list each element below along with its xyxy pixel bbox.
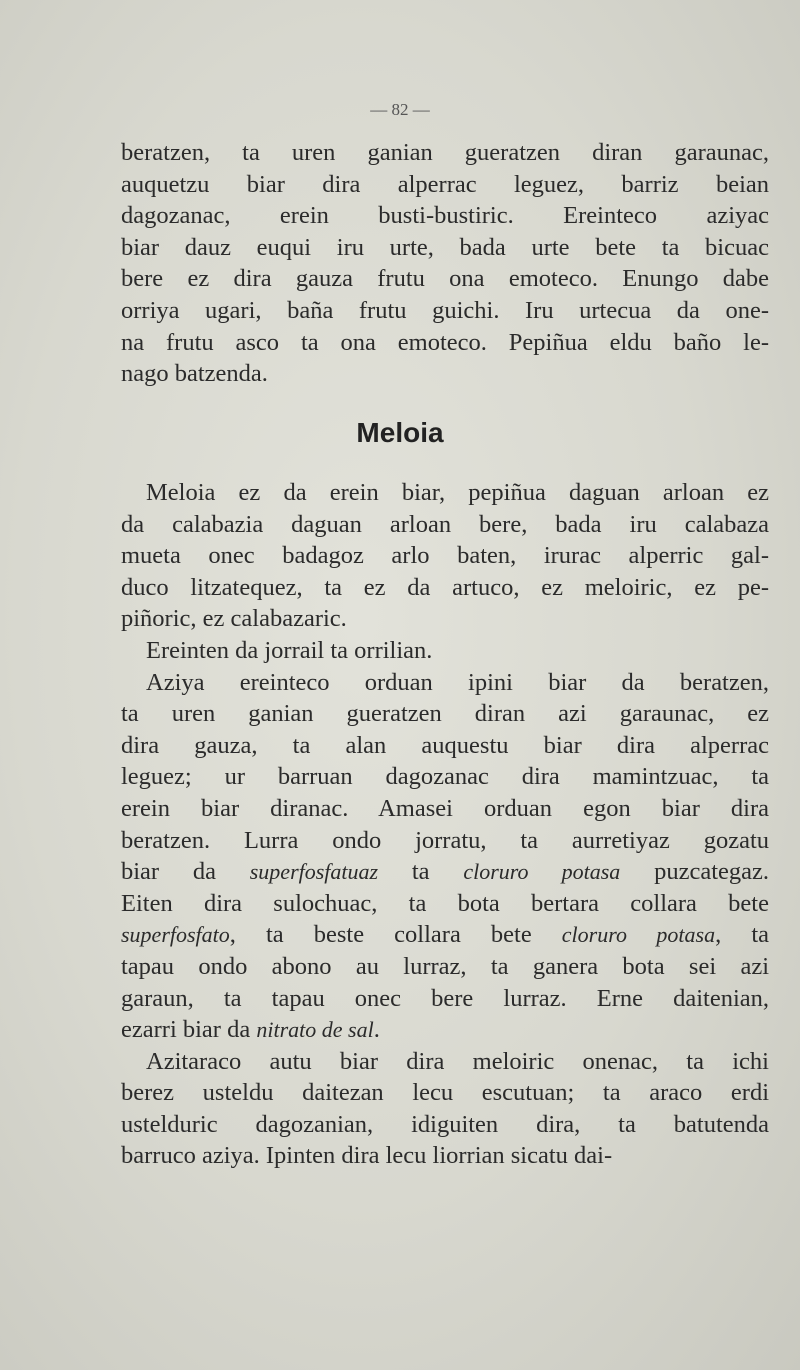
text-line	[121, 200, 769, 232]
section-heading: Meloia	[356, 417, 444, 448]
text-segment: bere ez dira gauza frutu ona emoteco. Enungo dabe	[121, 265, 769, 293]
text-line	[121, 1077, 769, 1109]
text-segment: .	[373, 1016, 380, 1044]
text-segment: piñoric, ez calabazaric.	[121, 605, 347, 633]
text-line	[121, 1109, 769, 1141]
text-line	[121, 572, 769, 604]
text-segment: beratzen, ta uren ganian gueratzen diran garaunac,	[121, 139, 769, 166]
paragraph	[121, 137, 769, 390]
paragraph	[121, 667, 769, 1046]
text-segment: garaun, ta tapau onec bere lurraz. Erne daitenian,	[121, 984, 769, 1012]
italic-term: superfosfatuaz	[249, 859, 379, 885]
text-segment: beratzen. Lurra ondo jorratu, ta aurretiyaz gozatu	[121, 826, 769, 854]
text-segment: duco litzatequez, ta ez da artuco, ez meloiric, ez pe-	[121, 573, 769, 601]
text-segment: biar da	[121, 858, 250, 886]
text-line	[121, 667, 769, 699]
text-segment: barruco aziya. Ipinten dira lecu liorrian sicatu dai-	[121, 1142, 613, 1170]
text-segment: nago batzenda.	[121, 360, 268, 388]
text-segment: erein biar diranac. Amasei orduan egon biar dira	[121, 794, 769, 822]
text-line	[121, 919, 769, 951]
text-line	[121, 1046, 769, 1078]
text-line	[121, 730, 769, 762]
text-line	[121, 983, 769, 1015]
text-segment: Eiten dira sulochuac, ta bota bertara collara bete	[121, 889, 769, 917]
text-segment: Meloia ez da erein biar, pepiñua daguan arloan ez	[146, 479, 769, 506]
text-line	[121, 1140, 769, 1172]
text-line	[121, 477, 769, 509]
text-line	[121, 603, 769, 635]
text-line	[121, 169, 769, 201]
text-line	[121, 793, 769, 825]
text-segment: Azitaraco autu biar dira meloiric onenac, ta ichi	[146, 1047, 769, 1075]
text-segment: leguez; ur barruan dagozanac dira mamintzuac, ta	[121, 763, 769, 791]
text-segment: na frutu asco ta ona emoteco. Pepiñua eldu baño le-	[121, 328, 769, 356]
italic-term: superfosfato	[121, 922, 230, 948]
italic-term: cloruro potasa	[463, 859, 621, 885]
text-line	[121, 263, 769, 295]
text-line	[121, 825, 769, 857]
text-line	[121, 761, 769, 793]
text-line	[121, 232, 769, 264]
text-segment: dira gauza, ta alan auquestu biar dira alperrac	[121, 731, 769, 759]
text-segment: Aziya ereinteco orduan ipini biar da beratzen,	[146, 668, 769, 696]
text-segment: ta	[378, 858, 464, 886]
text-line	[121, 327, 769, 359]
text-segment: , ta	[715, 921, 769, 949]
text-segment: da calabazia daguan arloan bere, bada iru calabaza	[121, 510, 769, 538]
text-line	[121, 698, 769, 730]
text-line	[121, 540, 769, 572]
text-line	[121, 295, 769, 327]
text-block-top	[121, 137, 769, 390]
text-segment: ta uren ganian gueratzen diran azi garaunac, ez	[121, 700, 769, 728]
text-block-meloia	[121, 477, 769, 1172]
text-segment: berez usteldu daitezan lecu escutuan; ta araco erdi	[121, 1079, 769, 1107]
text-segment: dagozanac, erein busti-bustiric. Ereinteco aziyac	[121, 202, 769, 230]
text-segment: , ta beste collara bete	[229, 921, 562, 949]
text-line	[121, 635, 769, 667]
text-line	[121, 951, 769, 983]
paragraph	[121, 635, 769, 667]
text-segment: puzcategaz.	[620, 858, 770, 886]
text-segment: Ereinten da jorrail ta orrilian.	[146, 636, 433, 664]
italic-term: cloruro potasa	[561, 922, 716, 948]
text-line	[121, 137, 769, 169]
text-segment: orriya ugari, baña frutu guichi. Iru urtecua da one-	[121, 296, 769, 324]
text-segment: ustelduric dagozanian, idiguiten dira, ta batutenda	[121, 1110, 769, 1138]
italic-term: nitrato de sal	[256, 1017, 374, 1043]
text-segment: tapau ondo abono au lurraz, ta ganera bota sei azi	[121, 952, 769, 980]
text-segment: auquetzu biar dira alperrac leguez, barriz beian	[121, 170, 769, 198]
text-segment: ezarri biar da	[121, 1016, 257, 1044]
text-line	[121, 856, 769, 888]
text-line	[121, 1014, 769, 1046]
text-line	[121, 509, 769, 541]
text-line	[121, 888, 769, 920]
page-number: — 82 —	[370, 100, 430, 119]
text-line	[121, 358, 769, 390]
text-segment: biar dauz euqui iru urte, bada urte bete ta bicuac	[121, 233, 769, 261]
paragraph	[121, 477, 769, 635]
text-segment: mueta onec badagoz arlo baten, irurac alperric gal-	[121, 542, 769, 570]
paragraph	[121, 1046, 769, 1172]
